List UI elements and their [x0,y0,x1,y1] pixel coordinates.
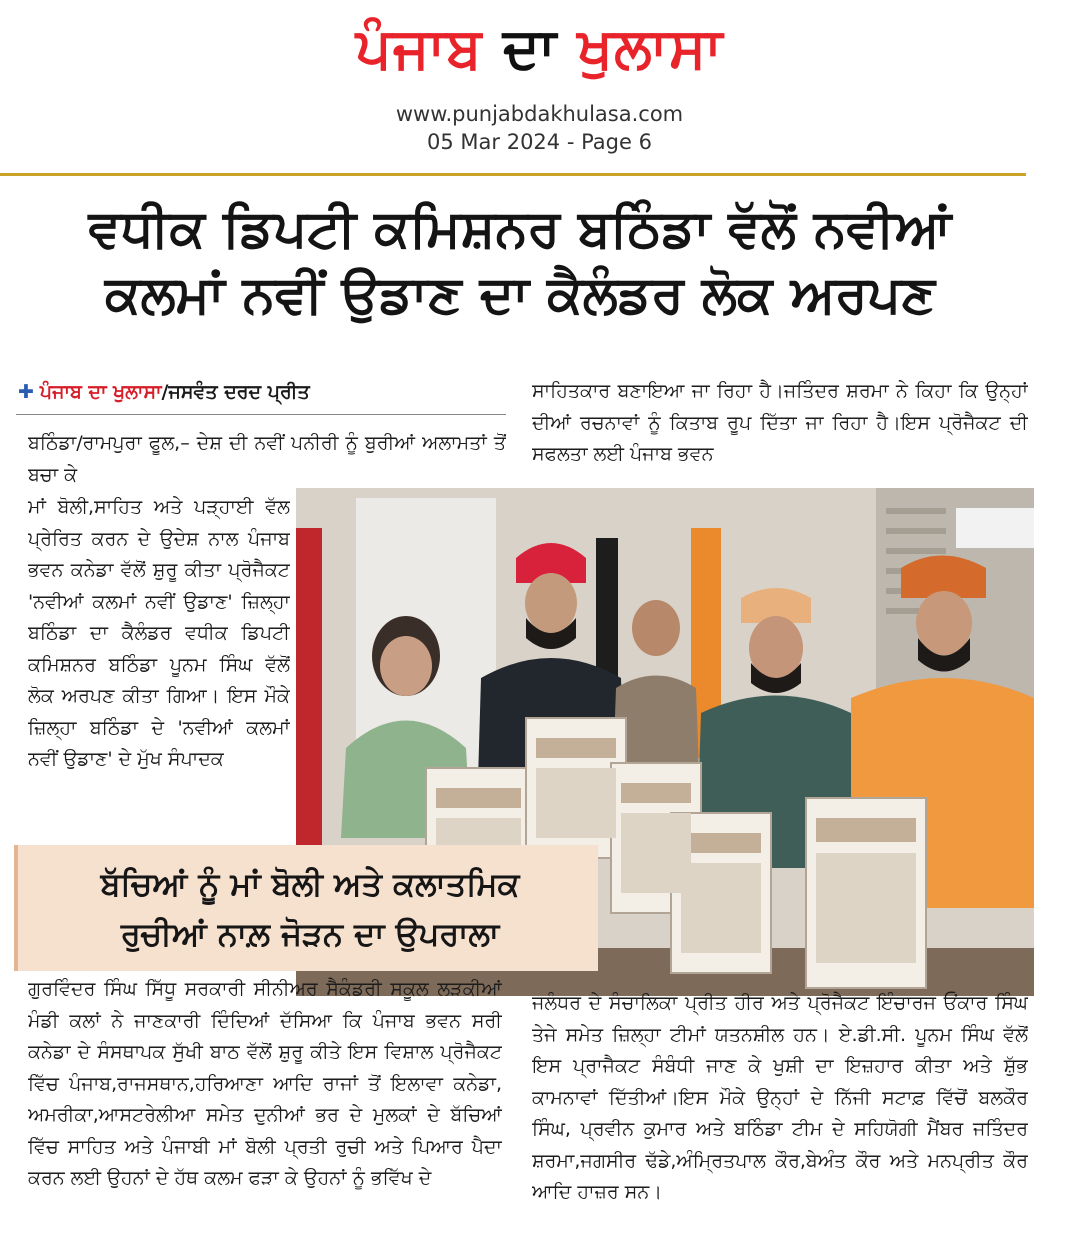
callout-text [18,859,602,959]
masthead [0,0,1079,176]
byline-divider [16,414,506,415]
article-text-column1-top: ਬਠਿੰਡਾ/ਰਾਮਪੁਰਾ ਫੂਲ,– ਦੇਸ਼ ਦੀ ਨਵੀਂ ਪਨੀਰੀ ਨੂੰ ਬੁਰੀਆਂ ਅਲਾਮਤਾਂ ਤੋਂ ਬਚਾ ਕੇ [28,432,506,486]
website-url[interactable]: www.punjabdakhulasa.com [395,102,684,126]
callout-line-2: ਰੁਚੀਆਂ ਨਾਲ਼ ਜੋੜਨ ਦਾ ਉਪਰਾਲਾ [120,915,500,953]
newspaper-name-part1: ਪੰਜਾਬ [355,16,483,81]
newspaper-name [0,14,1079,84]
plus-bullet-icon: ✚ [18,381,34,403]
callout-line-1: ਬੱਚਿਆਂ ਨੂੰ ਮਾਂ ਬੋਲੀ ਅਤੇ ਕਲਾਤਮਿਕ [100,865,520,903]
byline [18,378,508,406]
byline-author: /ਜਸਵੰਤ ਦਰਦ ਪ੍ਰੀਤ [161,381,310,403]
article-text-column2-bottom: ਜਲੰਧਰ ਦੇ ਸੰਚਾਲਿਕਾ ਪ੍ਰੀਤ ਹੀਰ ਅਤੇ ਪ੍ਰੋਜੈਕਟ ਇੰਚਾਰਜ ਓਂਕਾਰ ਸਿੰਘ ਤੇਜੇ ਸਮੇਤ ਜ਼ਿਲ੍ਹਾ ਟੀਮਾਂ ਯਤਨਸ਼ੀਲ ਹਨ। ਏ.ਡੀ.ਸੀ. ਪੂਨਮ ਸਿੰਘ ਵੱਲੋਂ ਇਸ ਪ੍ਰਾਜੈਕਟ ਸੰਬੰਧੀ ਜਾਣ ਕੇ ਖੁਸ਼ੀ ਦਾ ਇਜ਼ਹਾਰ ਕੀਤਾ ਅਤੇ ਸ਼ੁੱਭ ਕਾਮਨਾਵਾਂ ਦਿੱਤੀਆਂ।ਇਸ ਮੌਕੇ ਉਨ੍ਹਾਂ ਦੇ ਨਿੱਜੀ ਸਟਾਫ਼ ਵਿੱਚੋਂ ਬਲਕੌਰ ਸਿੰਘ, ਪ੍ਰਵੀਨ ਕੁਮਾਰ ਅਤੇ ਬਠਿੰਡਾ ਟੀਮ ਦੇ ਸਹਿਯੋਗੀ ਮੈਂਬਰ ਜਤਿੰਦਰ ਸ਼ਰਮਾ,ਜਗਸੀਰ ਢੱਡੇ,ਅੰਮ੍ਰਿਤਪਾਲ ਕੌਰ,ਬੇਅੰਤ ਕੌਰ ਅਤੇ ਮਨਪ੍ਰੀਤ ਕੌਰ ਆਦਿ ਹਾਜ਼ਰ ਸਨ। [532,992,1028,1203]
newspaper-name-part2: ਦਾ [502,16,558,81]
edition-date-page: 05 Mar 2024 - Page 6 [427,130,652,154]
headline-line-2: ਕਲਮਾਂ ਨਵੀਂ ਉਡਾਣ ਦਾ ਕੈਲੰਡਰ ਲੋਕ ਅਰਪਣ [105,265,935,325]
headline-line-1: ਵਧੀਕ ਡਿਪਟੀ ਕਮਿਸ਼ਨਰ ਬਠਿੰਡਾ ਵੱਲੋਂ ਨਵੀਆਂ [88,199,952,259]
newspaper-name-part3: ਖੁਲਾਸਾ [577,16,724,81]
article-text-column2-top: ਸਾਹਿਤਕਾਰ ਬਣਾਇਆ ਜਾ ਰਿਹਾ ਹੈ।ਜਤਿੰਦਰ ਸ਼ਰਮਾ ਨੇ ਕਿਹਾ ਕਿ ਉਨ੍ਹਾਂ ਦੀਆਂ ਰਚਨਾਵਾਂ ਨੂੰ ਕਿਤਾਬ ਰੂਪ ਦਿੱਤਾ ਜਾ ਰਿਹਾ ਹੈ।ਇਸ ਪ੍ਰੋਜੈਕਟ ਦੀ ਸਫਲਤਾ ਲਈ ਪੰਜਾਬ ਭਵਨ [532,380,1028,465]
byline-source: ਪੰਜਾਬ ਦਾ ਖੁਲਾਸਾ [39,381,162,403]
masthead-divider [0,173,1026,176]
callout-box [14,845,598,971]
article-headline [20,196,1020,328]
article-text-column1-middle: ਮਾਂ ਬੋਲੀ,ਸਾਹਿਤ ਅਤੇ ਪੜ੍ਹਾਈ ਵੱਲ ਪ੍ਰੇਰਿਤ ਕਰਨ ਦੇ ਉਦੇਸ਼ ਨਾਲ ਪੰਜਾਬ ਭਵਨ ਕਨੇਡਾ ਵੱਲੋਂ ਸ਼ੁਰੂ ਕੀਤਾ ਪ੍ਰੋਜੈਕਟ 'ਨਵੀਆਂ ਕਲਮਾਂ ਨਵੀਂ ਉਡਾਣ' ਜ਼ਿਲ੍ਹਾ ਬਠਿੰਡਾ ਦਾ ਕੈਲੰਡਰ ਵਧੀਕ ਡਿਪਟੀ ਕਮਿਸ਼ਨਰ ਬਠਿੰਡਾ ਪੂਨਮ ਸਿੰਘ ਵੱਲੋਂ ਲੋਕ ਅਰਪਣ ਕੀਤਾ ਗਿਆ। ਇਸ ਮੌਕੇ ਜ਼ਿਲ੍ਹਾ ਬਠਿੰਡਾ ਦੇ 'ਨਵੀਆਂ ਕਲਮਾਂ ਨਵੀਂ ਉਡਾਣ' ਦੇ ਮੁੱਖ ਸੰਪਾਦਕ [28,496,290,770]
article-text-column1-bottom: ਗੁਰਵਿੰਦਰ ਸਿੰਘ ਸਿੱਧੂ ਸਰਕਾਰੀ ਸੀਨੀਅਰ ਸੈਕੰਡਰੀ ਸਕੂਲ ਲੜਕੀਆਂ ਮੰਡੀ ਕਲਾਂ ਨੇ ਜਾਣਕਾਰੀ ਦਿੰਦਿਆਂ ਦੱਸਿਆ ਕਿ ਪੰਜਾਬ ਭਵਨ ਸਰੀ ਕਨੇਡਾ ਦੇ ਸੰਸਥਾਪਕ ਸੁੱਖੀ ਬਾਠ ਵੱਲੋਂ ਸ਼ੁਰੂ ਕੀਤੇ ਇਸ ਵਿਸ਼ਾਲ ਪ੍ਰੋਜੈਕਟ ਵਿੱਚ ਪੰਜਾਬ,ਰਾਜਸਥਾਨ,ਹਰਿਆਣਾ ਆਦਿ ਰਾਜਾਂ ਤੋਂ ਇਲਾਵਾ ਕਨੇਡਾ, ਅਮਰੀਕਾ,ਆਸਟਰੇਲੀਆ ਸਮੇਤ ਦੁਨੀਆਂ ਭਰ ਦੇ ਮੁਲਕਾਂ ਦੇ ਬੱਚਿਆਂ ਵਿੱਚ ਸਾਹਿਤ ਅਤੇ ਪੰਜਾਬੀ ਮਾਂ ਬੋਲੀ ਪ੍ਰਤੀ ਰੁਚੀ ਅਤੇ ਪਿਆਰ ਪੈਦਾ ਕਰਨ ਲਈ ਉਹਨਾਂ ਦੇ ਹੱਥ ਕਲਮ ਫੜਾ ਕੇ ਉਹਨਾਂ ਨੂੰ ਭਵਿੱਖ ਦੇ [28,978,502,1189]
